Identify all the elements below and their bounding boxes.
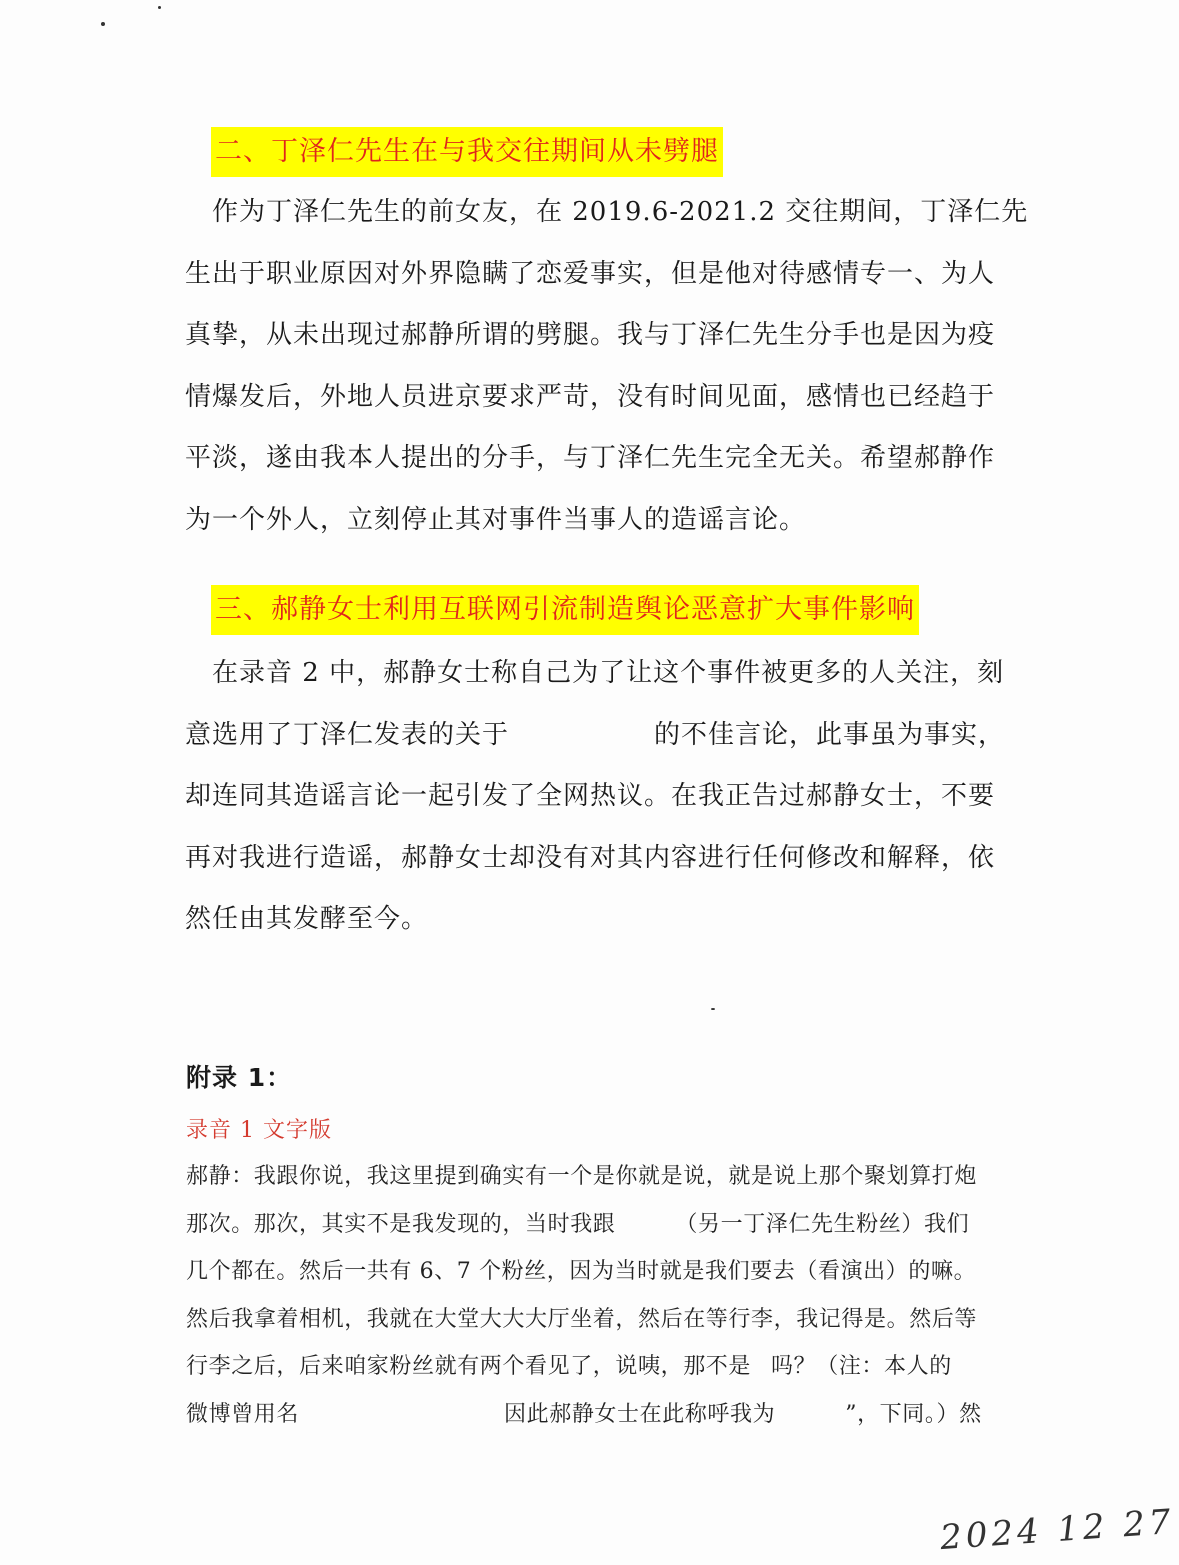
transcript-line: 那次。那次，其实不是我发现的，当时我跟 （另一丁泽仁先生粉丝）我们 [186,1211,970,1237]
appendix-title: 附录 1： [186,1063,293,1092]
body-line: 为一个外人，立刻停止其对事件当事人的造谣言论。 [185,504,807,535]
body-line: 却连同其造谣言论一起引发了全网热议。在我正告过郝静女士，不要 [185,781,996,811]
body-line: 生出于职业原因对外界隐瞒了恋爱事实，但是他对待感情专一、为人 [185,258,996,289]
appendix-subtitle: 录音 1 文字版 [186,1118,332,1143]
body-line: 平淡，遂由我本人提出的分手，与丁泽仁先生完全无关。希望郝静作 [185,443,996,473]
body-line: 在录音 2 中，郝静女士称自己为了让这个事件被更多的人关注，刻 [212,658,1005,688]
body-line: 再对我进行造谣，郝静女士却没有对其内容进行任何修改和解释，依 [185,842,996,873]
transcript [186,1153,1012,1438]
transcript-line: 然后我拿着相机，我就在大堂大大大厅坐着，然后在等行李，我记得是。然后等 [186,1306,978,1332]
scan-speck [711,1008,715,1010]
transcript-line: 微博曾用名 因此郝静女士在此称呼我为 ”，下同。）然 [186,1401,982,1427]
body-line: 作为丁泽仁先生的前女友，在 2019.6-2021.2 交往期间，丁泽仁先 [212,197,1029,227]
body-line: 真挚，从未出现过郝静所谓的劈腿。我与丁泽仁先生分手也是因为疫 [185,320,996,350]
body-line: 情爆发后，外地人员进京要求严苛，没有时间见面，感情也已经趋于 [185,381,996,412]
transcript-line: 几个都在。然后一共有 6、7 个粉丝，因为当时就是我们要去（看演出）的嘛。 [186,1259,977,1284]
scan-speck [158,6,161,9]
body-line: 然任由其发酵至今。 [185,904,429,934]
body-line: 意选用了丁泽仁发表的关于 的不佳言论，此事虽为事实， [185,719,1006,750]
scan-speck [101,22,105,26]
handwritten-date: 2024 12 27 [938,1501,1176,1559]
section-3-body [185,643,1010,951]
section-2-body [185,182,1029,551]
transcript-line: 郝静：我跟你说，我这里提到确实有一个是你就是说，就是说上那个聚划算打炮 [186,1164,978,1189]
section-2-heading: 二、丁泽仁先生在与我交往期间从未劈腿 [211,127,723,177]
section-3-heading: 三、郝静女士利用互联网引流制造舆论恶意扩大事件影响 [211,585,919,635]
transcript-line: 行李之后，后来咱家粉丝就有两个看见了，说咦，那不是 吗？（注：本人的 [186,1354,952,1379]
